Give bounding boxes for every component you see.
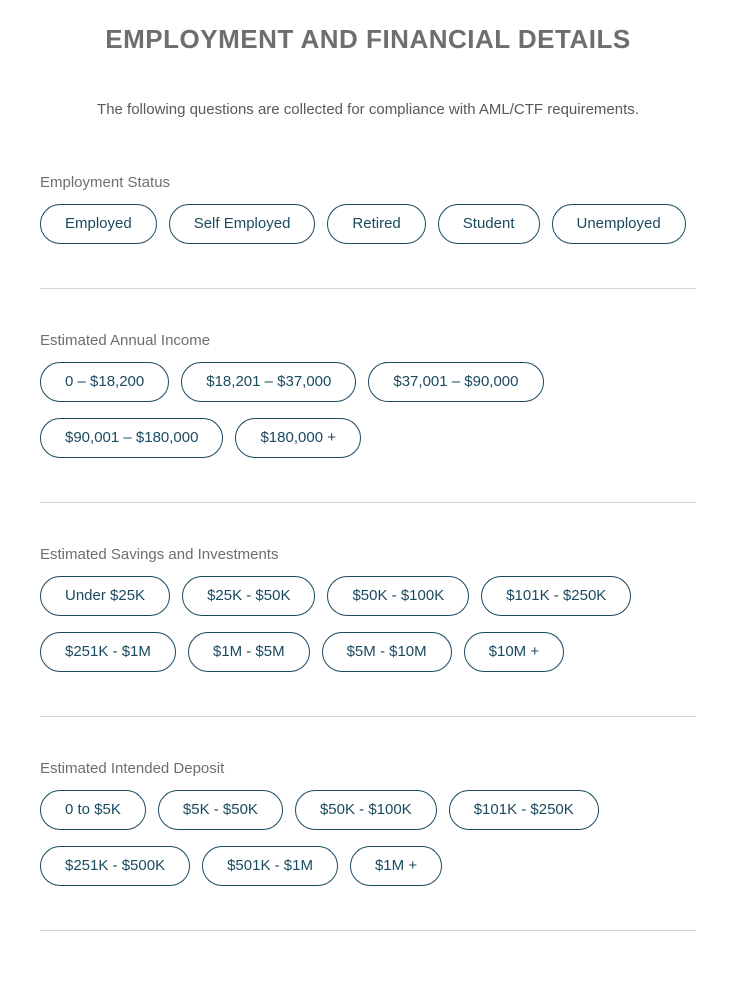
- section-estimated-annual-income: [40, 332, 696, 458]
- option-pill-5m-10m[interactable]: $5M - $10M: [322, 632, 452, 672]
- option-pill-student[interactable]: Student: [438, 204, 540, 244]
- option-pill-unemployed[interactable]: Unemployed: [552, 204, 686, 244]
- option-row: [40, 846, 696, 886]
- option-pill-251k-1m[interactable]: $251K - $1M: [40, 632, 176, 672]
- option-pill-10m[interactable]: $10M +: [464, 632, 564, 672]
- option-pill-37-001-90-000[interactable]: $37,001 – $90,000: [368, 362, 543, 402]
- option-pill-0-to-5k[interactable]: 0 to $5K: [40, 790, 146, 830]
- option-pill-under-25k[interactable]: Under $25K: [40, 576, 170, 616]
- option-row: [40, 632, 696, 672]
- option-pill-employed[interactable]: Employed: [40, 204, 157, 244]
- section-label: Estimated Intended Deposit: [40, 759, 225, 777]
- option-pill-180-000[interactable]: $180,000 +: [235, 418, 361, 458]
- section-divider: [40, 502, 696, 503]
- option-pill-18-201-37-000[interactable]: $18,201 – $37,000: [181, 362, 356, 402]
- option-pill-0-18-200[interactable]: 0 – $18,200: [40, 362, 169, 402]
- section-estimated-savings-and-investments: [40, 546, 696, 672]
- section-label: Estimated Savings and Investments: [40, 545, 279, 563]
- option-pill-101k-250k[interactable]: $101K - $250K: [481, 576, 631, 616]
- section-divider: [40, 288, 696, 289]
- form-sections: [40, 174, 696, 931]
- option-pill-retired[interactable]: Retired: [327, 204, 425, 244]
- section-employment-status: [40, 174, 696, 244]
- option-pill-101k-250k[interactable]: $101K - $250K: [449, 790, 599, 830]
- option-pill-5k-50k[interactable]: $5K - $50K: [158, 790, 283, 830]
- option-row: [40, 790, 696, 830]
- page-title: EMPLOYMENT AND FINANCIAL DETAILS: [105, 24, 631, 54]
- section-label: Employment Status: [40, 173, 171, 191]
- option-row: [40, 204, 696, 244]
- option-pill-501k-1m[interactable]: $501K - $1M: [202, 846, 338, 886]
- option-pill-90-001-180-000[interactable]: $90,001 – $180,000: [40, 418, 223, 458]
- section-divider: [40, 716, 696, 717]
- option-pill-50k-100k[interactable]: $50K - $100K: [295, 790, 437, 830]
- option-pill-self-employed[interactable]: Self Employed: [169, 204, 316, 244]
- option-row: [40, 418, 696, 458]
- page-subtitle: The following questions are collected for compliance with AML/CTF requirements.: [97, 100, 639, 118]
- option-pill-50k-100k[interactable]: $50K - $100K: [327, 576, 469, 616]
- section-divider: [40, 930, 696, 931]
- option-pill-251k-500k[interactable]: $251K - $500K: [40, 846, 190, 886]
- option-pill-25k-50k[interactable]: $25K - $50K: [182, 576, 315, 616]
- option-pill-1m[interactable]: $1M +: [350, 846, 442, 886]
- section-estimated-intended-deposit: [40, 760, 696, 886]
- section-label: Estimated Annual Income: [40, 331, 211, 349]
- option-row: [40, 362, 696, 402]
- option-pill-1m-5m[interactable]: $1M - $5M: [188, 632, 310, 672]
- option-row: [40, 576, 696, 616]
